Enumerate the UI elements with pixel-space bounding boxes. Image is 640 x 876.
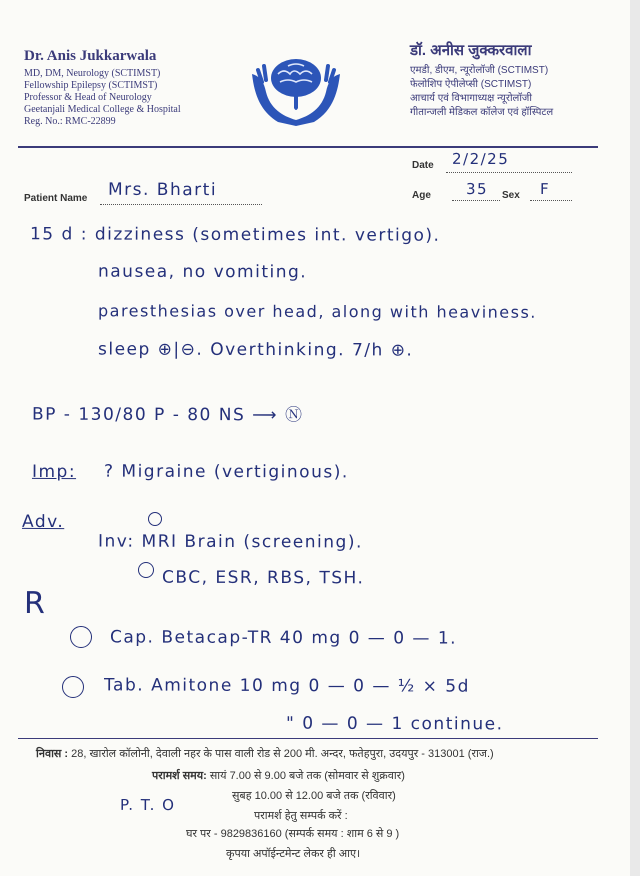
doctor-name-hindi: डॉ. अनीस जुक्करवाला — [410, 42, 532, 59]
rx-line: Tab. Amitone 10 mg 0 — 0 — ½ × 5d — [103, 675, 470, 697]
brain-hands-logo-icon — [248, 52, 344, 132]
appointment-note: कृपया अपॉईन्टमेन्ट लेकर ही आए। — [226, 848, 361, 860]
timing-label: परामर्श समय: — [152, 770, 207, 782]
credential-line: Fellowship Epilepsy (SCTIMST) — [24, 80, 158, 91]
patient-name-line — [100, 204, 262, 205]
rx-line: " 0 — 0 — 1 continue. — [285, 713, 504, 735]
credential-line: Geetanjali Medical College & Hospital — [24, 104, 181, 115]
age-line — [452, 200, 500, 201]
sex-line — [530, 200, 572, 201]
address-label: निवास : — [36, 748, 69, 760]
pto-note: P. T. O — [119, 795, 176, 815]
address-line — [36, 746, 494, 761]
advice-label: Adv. — [21, 511, 65, 533]
age-value: 35 — [465, 179, 489, 199]
timing-line — [152, 768, 405, 783]
rx-number-circle-2 — [62, 676, 84, 698]
credential-line-hindi: आचार्य एवं विभागाध्यक्ष न्यूरोलॉजी — [410, 93, 532, 104]
patient-name-label: Patient Name — [24, 193, 88, 204]
page-edge — [630, 0, 640, 876]
history-line: paresthesias over head, along with heaviness. — [97, 301, 537, 322]
date-line — [446, 172, 572, 173]
credential-line-hindi: गीतान्जली मेडिकल कॉलेज एवं हॉस्पिटल — [410, 107, 554, 118]
credential-line: MD, DM, Neurology (SCTIMST) — [24, 68, 161, 79]
credential-line-hindi: फेलोशिप ऐपीलेप्सी (SCTIMST) — [410, 79, 532, 90]
timing-weekday: सायं 7.00 से 9.00 बजे तक (सोमवार से शुक्रवार) — [209, 770, 405, 782]
header-divider — [18, 146, 598, 148]
footer-divider — [18, 738, 598, 739]
impression-text: ? Migraine (vertiginous). — [103, 461, 349, 483]
contact-heading: परामर्श हेतु सम्पर्क करें : — [254, 810, 348, 822]
rx-symbol: R — [23, 585, 47, 622]
history-line: sleep ⊕|⊖. Overthinking. 7/h ⊕. — [97, 339, 414, 361]
numeral-circle-2 — [138, 562, 154, 578]
contact-phone: घर पर - 9829836160 (सम्पर्क समय : शाम 6 से 9 ) — [186, 828, 400, 840]
history-line: nausea, no vomiting. — [97, 261, 308, 283]
timing-sunday: सुबह 10.00 से 12.00 बजे तक (रविवार) — [232, 790, 396, 802]
credential-line-hindi: एमडी, डीएम, न्यूरोलॉजी (SCTIMST) — [410, 65, 549, 76]
registration-number: Reg. No.: RMC-22899 — [24, 116, 116, 127]
age-label: Age — [412, 190, 431, 201]
rx-number-circle-1 — [70, 626, 92, 648]
rx-line: Cap. Betacap-TR 40 mg 0 — 0 — 1. — [109, 627, 458, 649]
numeral-circle-1 — [148, 512, 162, 526]
date-label: Date — [412, 160, 434, 171]
date-value: 2/2/25 — [451, 149, 510, 169]
patient-name-value: Mrs. Bharti — [107, 179, 218, 201]
history-line: 15 d : dizziness (sometimes int. vertigo). — [29, 224, 441, 246]
doctor-name: Dr. Anis Jukkarwala — [24, 48, 157, 64]
investigations-line: Inv: MRI Brain (screening). — [97, 531, 363, 553]
sex-label: Sex — [502, 190, 520, 201]
investigations-line-2: CBC, ESR, RBS, TSH. — [161, 567, 365, 589]
doctor-info-english — [24, 48, 254, 128]
vitals-line: BP - 130/80 P - 80 NS ⟶ Ⓝ — [31, 404, 304, 426]
sex-value: F — [539, 179, 551, 199]
address-text: 28, खारोल कॉलोनी, देवाली नहर के पास वाली रोड से 200 मी. अन्दर, फतेहपुरा, उदयपुर - 313001 (राज.) — [71, 748, 494, 760]
credential-line: Professor & Head of Neurology — [24, 92, 152, 103]
doctor-info-hindi — [410, 40, 630, 120]
impression-label: Imp: — [31, 461, 77, 483]
